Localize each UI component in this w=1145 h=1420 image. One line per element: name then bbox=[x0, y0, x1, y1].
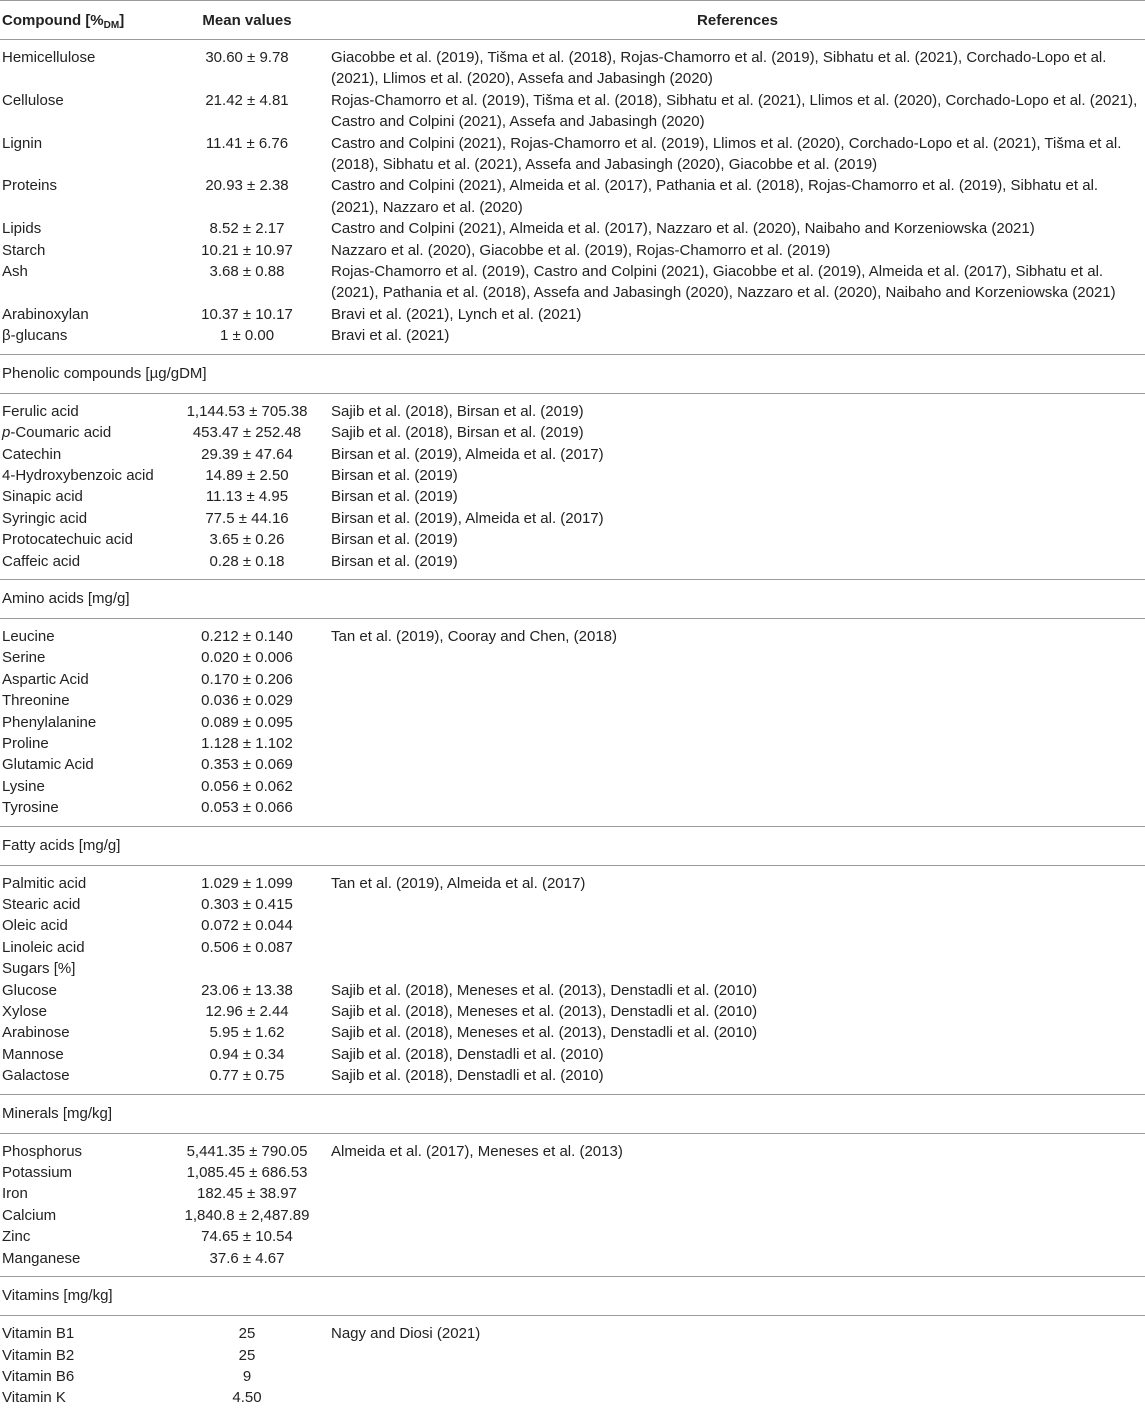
references: Sajib et al. (2018), Birsan et al. (2019) bbox=[331, 402, 584, 420]
references bbox=[330, 1366, 1145, 1387]
references bbox=[330, 754, 1145, 775]
compound-name: Ferulic acid bbox=[2, 402, 79, 420]
compound-name: Hemicellulose bbox=[2, 49, 96, 66]
col-header-mean: Mean values bbox=[164, 1, 330, 40]
compound-name: Caffeic acid bbox=[2, 552, 81, 570]
table-row bbox=[0, 894, 1145, 915]
compound-name: Arabinose bbox=[2, 1024, 70, 1042]
references bbox=[330, 797, 1145, 826]
table-row bbox=[0, 797, 1145, 826]
table-row bbox=[0, 1366, 1145, 1387]
table-row bbox=[0, 1316, 1145, 1345]
mean-value: 0.020 ± 0.006 bbox=[201, 649, 293, 667]
compound-name: Mannose bbox=[2, 1045, 64, 1063]
mean-value: 37.6 ± 4.67 bbox=[209, 1249, 285, 1267]
table-row bbox=[0, 1162, 1145, 1183]
references: Sajib et al. (2018), Meneses et al. (2013), Denstadli et al. (2010) bbox=[331, 981, 758, 999]
mean-value: 0.77 ± 0.75 bbox=[209, 1067, 285, 1085]
table-row bbox=[0, 529, 1145, 550]
compound-name: Potassium bbox=[2, 1164, 73, 1182]
mean-value: 0.94 ± 0.34 bbox=[209, 1045, 285, 1063]
compound-name: Catechin bbox=[2, 445, 62, 463]
references: Bravi et al. (2021), Lynch et al. (2021) bbox=[331, 305, 582, 323]
compound-name: Cellulose bbox=[2, 91, 64, 109]
compound-name: Manganese bbox=[2, 1249, 81, 1267]
references bbox=[330, 1345, 1145, 1366]
mean-value: 3.68 ± 0.88 bbox=[209, 263, 285, 281]
section-title: Fatty acids [mg/g] bbox=[0, 826, 1145, 865]
section-minerals bbox=[0, 1094, 1145, 1133]
mean-value: 74.65 ± 10.54 bbox=[201, 1228, 293, 1246]
table-row bbox=[0, 776, 1145, 797]
compound-name: Palmitic acid bbox=[2, 874, 87, 892]
compound-name-italic-prefix: p bbox=[2, 424, 11, 442]
table-row bbox=[0, 1065, 1145, 1094]
compound-name: Syringic acid bbox=[2, 509, 88, 527]
table-row bbox=[0, 865, 1145, 894]
compound-name: Vitamin K bbox=[2, 1389, 66, 1407]
section-title: Phenolic compounds [µg/gDM] bbox=[0, 354, 1145, 393]
mean-value: 30.60 ± 9.78 bbox=[205, 49, 289, 66]
table-row bbox=[0, 937, 1145, 958]
references: Birsan et al. (2019), Almeida et al. (2017) bbox=[331, 509, 604, 527]
mean-value: 0.170 ± 0.206 bbox=[201, 670, 293, 688]
compound-name: Proteins bbox=[2, 177, 58, 195]
section-title: Vitamins [mg/kg] bbox=[0, 1277, 1145, 1316]
table-header bbox=[0, 1, 1145, 40]
mean-value: 8.52 ± 2.17 bbox=[209, 220, 285, 238]
compound-name: Zinc bbox=[2, 1228, 31, 1246]
table-row bbox=[0, 175, 1145, 218]
compound-name: Vitamin B1 bbox=[2, 1325, 75, 1343]
compound-name: Ash bbox=[2, 263, 28, 281]
references: Nagy and Diosi (2021) bbox=[331, 1325, 481, 1343]
references bbox=[330, 690, 1145, 711]
mean-value: 0.053 ± 0.066 bbox=[201, 799, 293, 817]
table-row bbox=[0, 1248, 1145, 1277]
table-row bbox=[0, 618, 1145, 647]
compound-name: Stearic acid bbox=[2, 896, 81, 913]
table-row bbox=[0, 40, 1145, 90]
compound-name: 4-Hydroxybenzoic acid bbox=[2, 466, 154, 484]
references bbox=[330, 776, 1145, 797]
section-vitamins bbox=[0, 1277, 1145, 1316]
mean-value: 0.089 ± 0.095 bbox=[201, 713, 293, 731]
compound-name: β-glucans bbox=[2, 327, 68, 345]
table-row bbox=[0, 669, 1145, 690]
table-row bbox=[0, 1133, 1145, 1162]
table-row bbox=[0, 486, 1145, 507]
table-row bbox=[0, 1183, 1145, 1204]
table-row bbox=[0, 393, 1145, 422]
compound-name: Xylose bbox=[2, 1003, 48, 1021]
section-fatty bbox=[0, 826, 1145, 865]
table-row bbox=[0, 915, 1145, 936]
references: Sajib et al. (2018), Meneses et al. (2013), Denstadli et al. (2010) bbox=[331, 1003, 758, 1021]
compound-name: Glucose bbox=[2, 981, 58, 999]
mean-value: 1.128 ± 1.102 bbox=[201, 734, 293, 752]
mean-value: 1.029 ± 1.099 bbox=[201, 874, 293, 892]
mean-value: 0.212 ± 0.140 bbox=[201, 627, 293, 645]
mean-value: 14.89 ± 2.50 bbox=[205, 466, 289, 484]
references: Rojas-Chamorro et al. (2019), Tišma et al. (2018), Sibhatu et al. (2021), Llimos et al. (2020), Corchado-Lopo et al. (2021), Castro and Colpini (2021), Assefa and Jabasingh (2020) bbox=[331, 91, 1138, 131]
references bbox=[330, 712, 1145, 733]
mean-value: 182.45 ± 38.97 bbox=[197, 1185, 297, 1203]
compound-name: Lipids bbox=[2, 220, 42, 238]
compound-name: Serine bbox=[2, 649, 46, 667]
table-row bbox=[0, 551, 1145, 580]
table-row bbox=[0, 1022, 1145, 1043]
mean-value: 10.21 ± 10.97 bbox=[201, 241, 293, 259]
mean-value: 12.96 ± 2.44 bbox=[205, 1003, 289, 1021]
references bbox=[330, 1226, 1145, 1247]
section-title: Amino acids [mg/g] bbox=[0, 579, 1145, 618]
table-row bbox=[0, 1205, 1145, 1226]
references: Almeida et al. (2017), Meneses et al. (2013) bbox=[331, 1142, 623, 1160]
references bbox=[330, 1183, 1145, 1204]
references bbox=[330, 1387, 1145, 1408]
mean-value: 0.303 ± 0.415 bbox=[201, 896, 293, 913]
references bbox=[330, 669, 1145, 690]
mean-value: 21.42 ± 4.81 bbox=[205, 91, 289, 109]
references: Castro and Colpini (2021), Almeida et al. (2017), Nazzaro et al. (2020), Naibaho and Korzeniowska (2021) bbox=[331, 220, 1035, 238]
compound-name: Oleic acid bbox=[2, 917, 68, 935]
compound-name: Linoleic acid bbox=[2, 938, 85, 956]
references bbox=[330, 1162, 1145, 1183]
compound-name: Proline bbox=[2, 734, 49, 752]
references: Birsan et al. (2019), Almeida et al. (2017) bbox=[331, 445, 604, 463]
references: Giacobbe et al. (2019), Tišma et al. (2018), Rojas-Chamorro et al. (2019), Sibhatu et al. (2021), Corchado-Lopo et al. (2021), Llimos et al. (2020), Assefa and Jabasingh (2020) bbox=[331, 49, 1107, 88]
references: Birsan et al. (2019) bbox=[331, 531, 458, 549]
compound-name: Lysine bbox=[2, 777, 45, 795]
mean-value: 77.5 ± 44.16 bbox=[205, 509, 289, 527]
compound-name: Sinapic acid bbox=[2, 488, 83, 506]
compound-name: Lignin bbox=[2, 134, 43, 152]
table-row bbox=[0, 261, 1145, 304]
mean-value: 5,441.35 ± 790.05 bbox=[186, 1142, 308, 1160]
mean-value: 0.056 ± 0.062 bbox=[201, 777, 293, 795]
references: Sajib et al. (2018), Denstadli et al. (2010) bbox=[331, 1045, 604, 1063]
mean-value: 9 bbox=[242, 1367, 252, 1385]
table-body bbox=[0, 40, 1145, 1409]
references bbox=[330, 915, 1145, 936]
references: Bravi et al. (2021) bbox=[331, 327, 450, 345]
table-row bbox=[0, 444, 1145, 465]
mean-value: 4.50 bbox=[232, 1389, 262, 1407]
mean-value: 1,144.53 ± 705.38 bbox=[186, 402, 308, 420]
compound-name: Vitamin B6 bbox=[2, 1367, 75, 1385]
mean-value: 1 ± 0.00 bbox=[219, 327, 275, 345]
compound-name: Arabinoxylan bbox=[2, 305, 89, 323]
table-row bbox=[0, 1345, 1145, 1366]
references: Birsan et al. (2019) bbox=[331, 466, 458, 484]
mean-value: 1,085.45 ± 686.53 bbox=[186, 1164, 308, 1182]
table-row bbox=[0, 690, 1145, 711]
compound-name: Threonine bbox=[2, 692, 70, 710]
col-header-compound: Compound $[\%_{DM}]$ bbox=[0, 1, 164, 40]
compound-name: Glutamic Acid bbox=[2, 756, 94, 774]
table-row bbox=[0, 1387, 1145, 1408]
references: Tan et al. (2019), Almeida et al. (2017) bbox=[331, 874, 586, 892]
compound-name: Protocatechuic acid bbox=[2, 531, 133, 549]
compound-name: Vitamin B2 bbox=[2, 1346, 75, 1364]
references bbox=[330, 937, 1145, 958]
compound-name: Phosphorus bbox=[2, 1142, 83, 1160]
mean-value: 0.353 ± 0.069 bbox=[201, 756, 293, 774]
table-row bbox=[0, 133, 1145, 176]
mean-value: 0.036 ± 0.029 bbox=[201, 692, 293, 710]
references bbox=[330, 1248, 1145, 1277]
references bbox=[330, 733, 1145, 754]
compound-name: Leucine bbox=[2, 627, 55, 645]
compound-name: Aspartic Acid bbox=[2, 670, 89, 688]
mean-value: 3.65 ± 0.26 bbox=[209, 531, 285, 549]
mean-value: 11.13 ± 4.95 bbox=[205, 488, 289, 506]
table-row bbox=[0, 218, 1145, 239]
references: Birsan et al. (2019) bbox=[331, 552, 458, 570]
table-row bbox=[0, 240, 1145, 261]
references: Sajib et al. (2018), Birsan et al. (2019) bbox=[331, 424, 584, 442]
table-row bbox=[0, 465, 1145, 486]
table-row bbox=[0, 1226, 1145, 1247]
mean-value: 25 bbox=[238, 1325, 256, 1343]
table-row bbox=[0, 733, 1145, 754]
references: Sajib et al. (2018), Denstadli et al. (2010) bbox=[331, 1067, 604, 1085]
compound-name: Tyrosine bbox=[2, 799, 59, 817]
compound-name bbox=[0, 422, 164, 443]
mean-value: 0.28 ± 0.18 bbox=[209, 552, 285, 570]
references: Birsan et al. (2019) bbox=[331, 488, 458, 506]
section-phenolic bbox=[0, 354, 1145, 393]
table-row bbox=[0, 325, 1145, 354]
references: Castro and Colpini (2021), Almeida et al. (2017), Pathania et al. (2018), Rojas-Chamorro et al. (2019), Sibhatu et al. (2021), Nazzaro et al. (2020) bbox=[331, 177, 1099, 216]
mean-value: 11.41 ± 6.76 bbox=[205, 134, 289, 152]
col-header-references: References bbox=[330, 1, 1145, 40]
mean-value: 0.072 ± 0.044 bbox=[201, 917, 293, 935]
table-row bbox=[0, 980, 1145, 1001]
references bbox=[330, 894, 1145, 915]
references: Castro and Colpini (2021), Rojas-Chamorro et al. (2019), Llimos et al. (2020), Corchado-Lopo et al. (2021), Tišma et al. (2018), Sibhatu et al. (2021), Assefa and Jabasingh (2020), Giacobbe et al. (2019) bbox=[331, 134, 1122, 174]
mean-value: 29.39 ± 47.64 bbox=[201, 445, 293, 463]
table-row bbox=[0, 508, 1145, 529]
mean-value: 10.37 ± 10.17 bbox=[201, 305, 293, 323]
header-row bbox=[0, 1, 1145, 40]
table-row bbox=[0, 304, 1145, 325]
compound-name: Iron bbox=[2, 1185, 28, 1203]
compound-name-rest: -Coumaric acid bbox=[10, 424, 112, 442]
table-row bbox=[0, 754, 1145, 775]
compound-name: Galactose bbox=[2, 1067, 70, 1085]
section-amino bbox=[0, 579, 1145, 618]
section-title: Minerals [mg/kg] bbox=[0, 1094, 1145, 1133]
table-row bbox=[0, 1001, 1145, 1022]
references bbox=[330, 1205, 1145, 1226]
mean-value: 20.93 ± 2.38 bbox=[205, 177, 289, 195]
mean-value: 0.506 ± 0.087 bbox=[201, 938, 293, 956]
mean-value: 25 bbox=[238, 1346, 256, 1364]
compound-name: Phenylalanine bbox=[2, 713, 97, 731]
mean-value: 23.06 ± 13.38 bbox=[201, 981, 293, 999]
table-row bbox=[0, 712, 1145, 733]
references: Nazzaro et al. (2020), Giacobbe et al. (2019), Rojas-Chamorro et al. (2019) bbox=[331, 241, 831, 259]
table-row bbox=[0, 90, 1145, 133]
mean-value: 5.95 ± 1.62 bbox=[209, 1024, 285, 1042]
table-row bbox=[0, 1044, 1145, 1065]
mean-value: 453.47 ± 252.48 bbox=[192, 424, 302, 442]
section-sugars bbox=[0, 958, 1145, 979]
references bbox=[330, 647, 1145, 668]
references: Tan et al. (2019), Cooray and Chen, (2018) bbox=[331, 627, 618, 645]
table-row bbox=[0, 647, 1145, 668]
references: Rojas-Chamorro et al. (2019), Castro and Colpini (2021), Giacobbe et al. (2019), Almeida et al. (2017), Sibhatu et al. (2021), Pathania et al. (2018), Assefa and Jabasingh (2020), Nazzaro et al. (2020), Naibaho and Korzeniowska (2021) bbox=[331, 263, 1116, 302]
references: Sajib et al. (2018), Meneses et al. (2013), Denstadli et al. (2010) bbox=[331, 1024, 758, 1042]
section-title: Sugars [%] bbox=[2, 960, 76, 978]
compound-name: Starch bbox=[2, 241, 46, 259]
compound-name: Calcium bbox=[2, 1206, 57, 1224]
table-row bbox=[0, 422, 1145, 443]
mean-value: 1,840.8 ± 2,487.89 bbox=[184, 1206, 310, 1224]
